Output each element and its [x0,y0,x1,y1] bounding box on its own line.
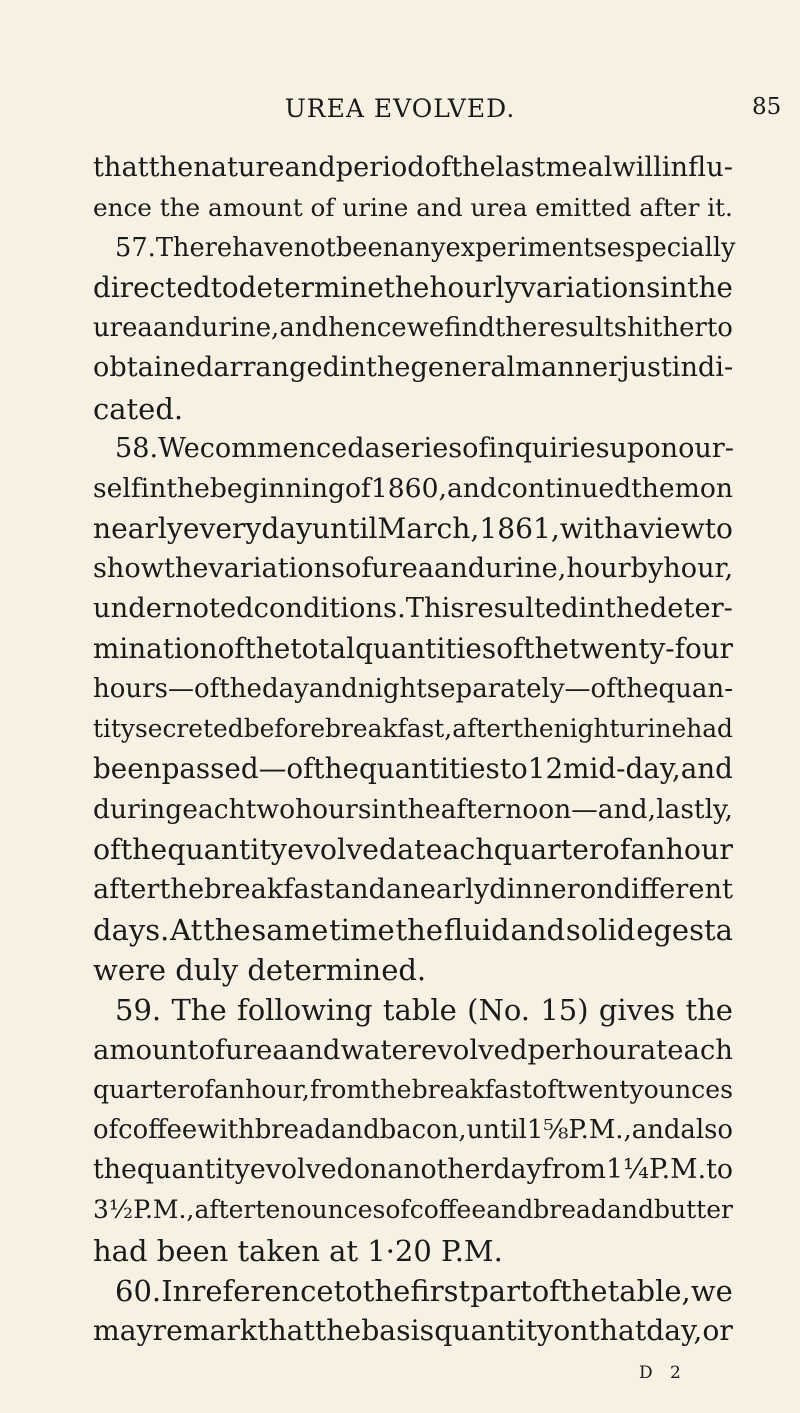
running-head [0,94,800,126]
text-line: quarter of an hour, from the breakfast of twenty ounces [93,1075,733,1105]
text-line: of the quantity evolved at each quarter of an hour [93,832,733,866]
text-line: mination of the total quantities of the twenty-four [93,632,733,666]
text-line: show the variations of urea and urine, hour by hour, [93,552,734,584]
text-line: had been taken at 1·20 P.M. [93,1233,503,1268]
text-line: that the nature and period of the last meal will influ- [93,152,733,183]
paragraph-59-start: 59. The following table (No. 15) gives the [115,992,733,1027]
text-line: the quantity evolved on another day from 1¼ P.M. to [93,1154,734,1186]
text-line: self in the beginning of 1860, and continued them on [93,472,733,504]
text-line: under noted conditions. This resulted in the deter- [93,593,733,625]
text-line: days. At the same time the fluid and solid egesta [93,912,733,947]
paragraph-57-start: 57. There have not been any experiments especially [115,233,736,264]
text-line: urea and urine, and hence we find the results hitherto [93,313,733,344]
text-line: cated. [93,391,184,426]
page-number: 85 [752,94,782,120]
paragraph-60-start: 60. In reference to the first part of the table, we [115,1273,733,1308]
running-title: UREA EVOLVED. [284,94,516,123]
text-line: hours—of the day and night separately—of the quan- [93,674,733,705]
body-text [93,148,736,1351]
text-line: during each two hours in the afternoon—and, lastly, [93,793,733,825]
text-line: obtained arranged in the general manner just indi- [93,352,734,384]
text-line: 3½ P.M., after ten ounces of coffee and bread and butter [93,1195,733,1225]
text-line: may remark that the basis quantity on that day, or [93,1313,733,1347]
signature-mark: D 2 [639,1363,687,1383]
text-line: amount of urea and water evolved per hour at each [93,1034,733,1067]
text-line: directed to determine the hourly variations in the [93,271,733,305]
text-line: nearly every day until March, 1861, with a view to [93,511,733,545]
text-line: ence the amount of urine and urea emitted after it. [93,193,733,223]
text-line: were duly determined. [93,952,427,987]
text-line: after the breakfast and an early dinner on different [93,873,733,905]
text-line: tity secreted before breakfast, after the night urine had [93,714,733,744]
text-line: been passed—of the quantities to 12 mid-day, and [93,752,733,786]
paragraph-58-start: 58. We commenced a series of inquiries upon our- [115,432,734,464]
text-line: of coffee with bread and bacon, until 1⅝ P.M., and also [93,1115,733,1146]
